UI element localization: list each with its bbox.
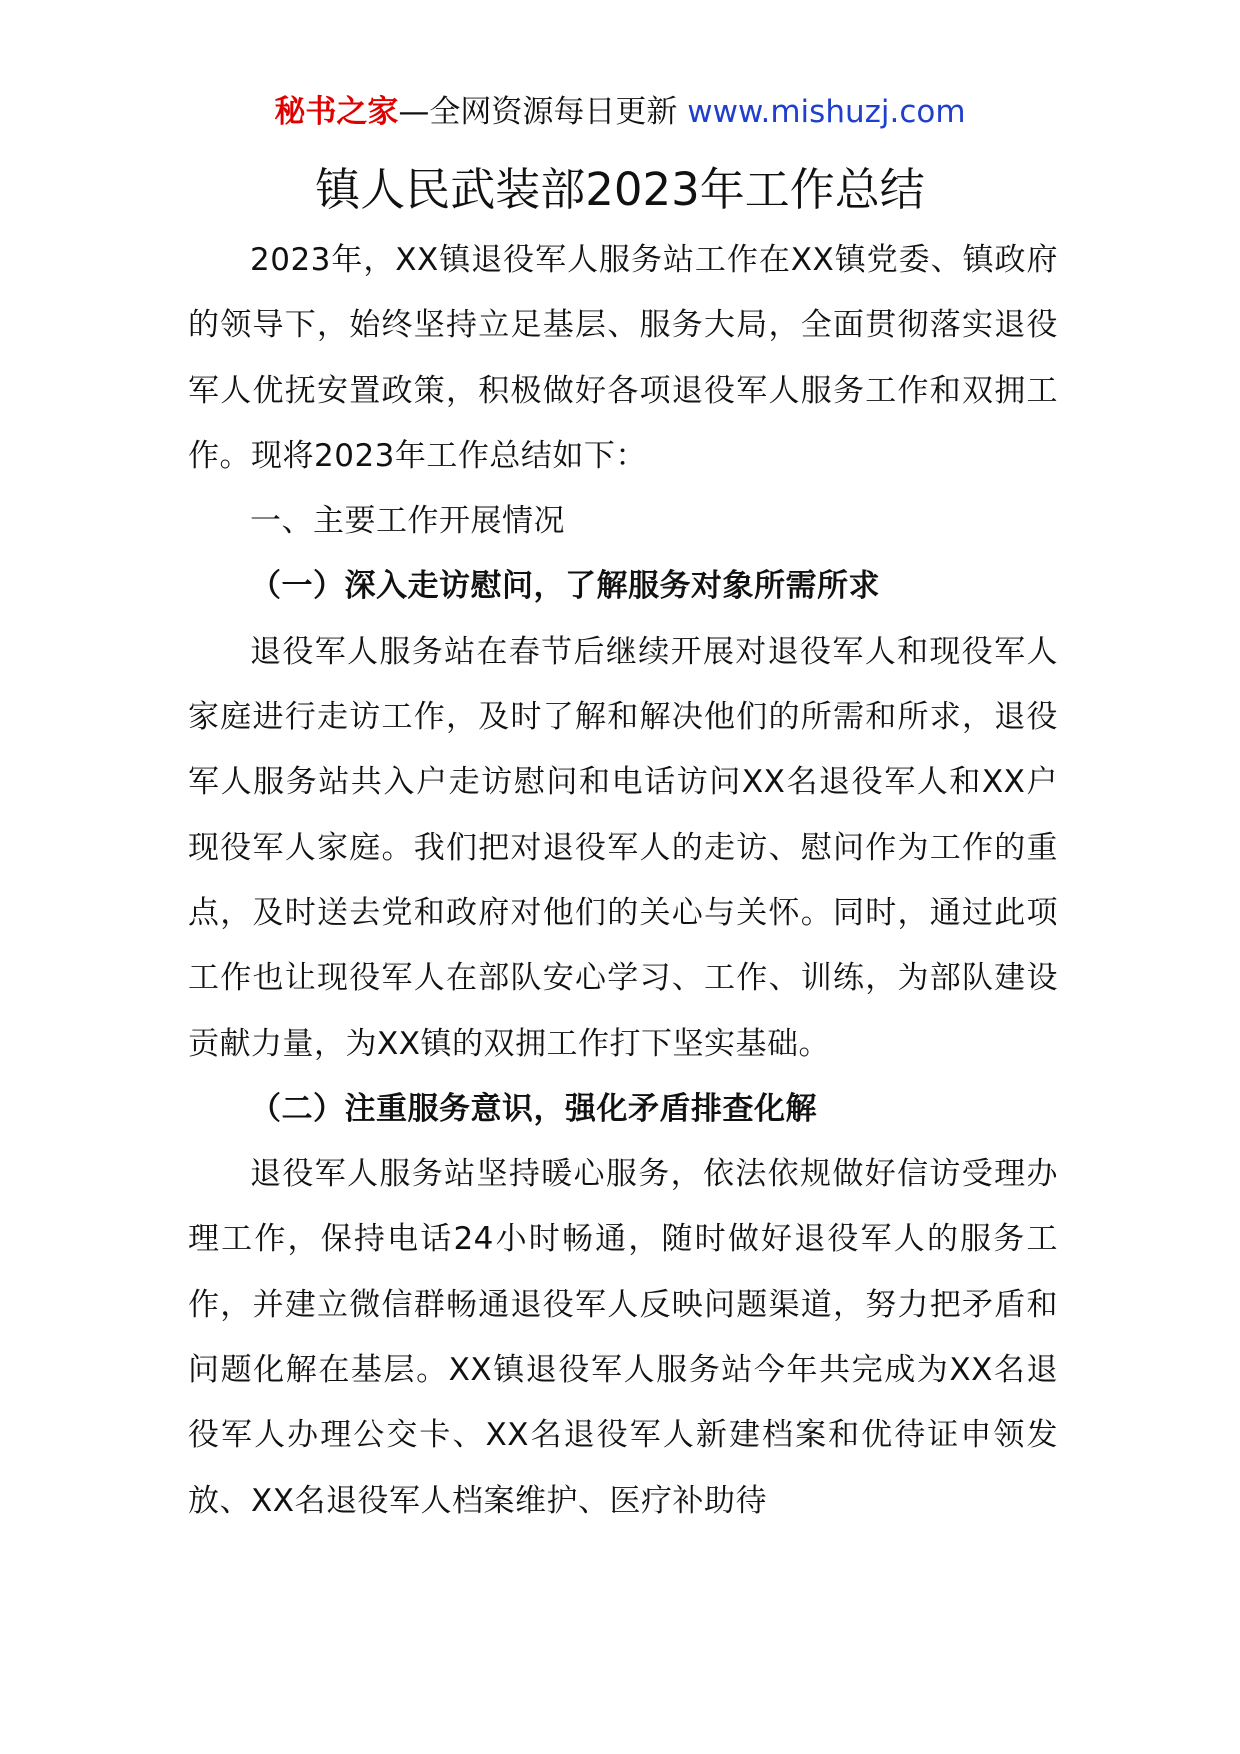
body-paragraph: 退役军人服务站在春节后继续开展对退役军人和现役军人家庭进行走访工作，及时了解和解决他们的所需和所求，退役军人服务站共入户走访慰问和电话访问XX名退役军人和XX户现役军人家庭。我们把对退役军人的走访、慰问作为工作的重点，及时送去党和政府对他们的关心与关怀。同时，通过此项工作也让现役军人在部队安心学习、工作、训练，为部队建设贡献力量，为XX镇的双拥工作打下坚实基础。 bbox=[188, 633, 1058, 1062]
subsection-heading: （一）深入走访慰问，了解服务对象所需所求 bbox=[250, 568, 880, 605]
subsection-heading: （二）注重服务意识，强化矛盾排查化解 bbox=[250, 1090, 817, 1127]
site-url-link[interactable]: www.mishuzj.com bbox=[687, 94, 966, 130]
body-paragraph: 退役军人服务站坚持暖心服务，依法依规做好信访受理办理工作，保持电话24小时畅通，随时做好退役军人的服务工作，并建立微信群畅通退役军人反映问题渠道，努力把矛盾和问题化解在基层。XX镇退役军人服务站今年共完成为XX名退役军人办理公交卡、XX名退役军人新建档案和优待证申领发放、XX名退役军人档案维护、医疗补助待 bbox=[188, 1156, 1058, 1519]
section-heading: 一、主要工作开展情况 bbox=[250, 503, 565, 540]
document-body bbox=[188, 228, 1058, 1534]
site-brand: 秘书之家 bbox=[274, 94, 399, 130]
site-header bbox=[0, 92, 1240, 132]
intro-paragraph: 2023年，XX镇退役军人服务站工作在XX镇党委、镇政府的领导下，始终坚持立足基层、服务大局，全面贯彻落实退役军人优抚安置政策，积极做好各项退役军人服务工作和双拥工作。现将2023年工作总结如下： bbox=[188, 242, 1058, 474]
document-title: 镇人民武装部2023年工作总结 bbox=[315, 163, 925, 216]
site-tagline: —全网资源每日更新 bbox=[398, 94, 678, 130]
